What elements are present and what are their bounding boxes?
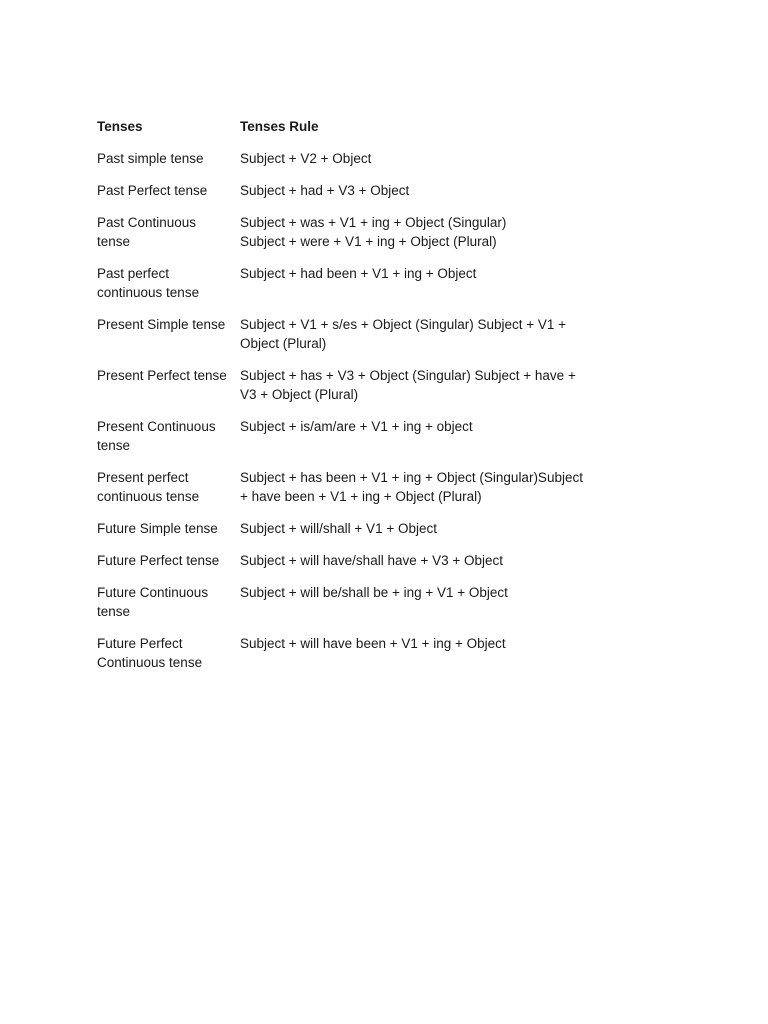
tense-name-cell: Past simple tense (97, 151, 204, 166)
table-row (91, 210, 589, 261)
table-row (91, 414, 589, 465)
tense-name-cell: Present Simple tense (97, 317, 226, 332)
table-row (91, 548, 589, 580)
table-header-row (91, 114, 589, 146)
table-row (91, 261, 589, 312)
table-row (91, 363, 589, 414)
tense-name-cell: Present Perfect tense (97, 368, 227, 383)
tenses-table (91, 114, 589, 682)
tense-rule-cell: Subject + will have been + V1 + ing + Object (240, 636, 506, 651)
header-tenses-rule: Tenses Rule (240, 119, 319, 134)
tense-name-cell: Present perfect continuous tense (97, 470, 200, 504)
tense-name-cell: Present Continuous tense (97, 419, 216, 453)
table-row (91, 516, 589, 548)
tense-rule-cell: Subject + was + V1 + ing + Object (Singular) Subject + were + V1 + ing + Object (Plural) (240, 215, 507, 249)
tense-name-cell: Past perfect continuous tense (97, 266, 200, 300)
tense-name-cell: Future Simple tense (97, 521, 218, 536)
tense-rule-cell: Subject + will be/shall be + ing + V1 + Object (240, 585, 508, 600)
tense-rule-cell: Subject + had been + V1 + ing + Object (240, 266, 477, 281)
tense-rule-cell: Subject + had + V3 + Object (240, 183, 410, 198)
table-row (91, 631, 589, 682)
tense-name-cell: Past Continuous tense (97, 215, 197, 249)
table-row (91, 312, 589, 363)
tense-rule-cell: Subject + is/am/are + V1 + ing + object (240, 419, 473, 434)
tense-rule-cell: Subject + has been + V1 + ing + Object (Singular)Subject + have been + V1 + ing + Object (Plural) (240, 470, 583, 504)
table-row (91, 146, 589, 178)
table-row (91, 178, 589, 210)
table-row (91, 465, 589, 516)
tense-name-cell: Future Perfect Continuous tense (97, 636, 203, 670)
header-tenses: Tenses (97, 119, 143, 134)
tense-rule-cell: Subject + V1 + s/es + Object (Singular) Subject + V1 + Object (Plural) (240, 317, 567, 351)
tense-name-cell: Past Perfect tense (97, 183, 208, 198)
tense-name-cell: Future Continuous tense (97, 585, 209, 619)
tense-name-cell: Future Perfect tense (97, 553, 220, 568)
tense-rule-cell: Subject + will/shall + V1 + Object (240, 521, 437, 536)
tense-rule-cell: Subject + V2 + Object (240, 151, 372, 166)
tense-rule-cell: Subject + has + V3 + Object (Singular) Subject + have + V3 + Object (Plural) (240, 368, 576, 402)
table-row (91, 580, 589, 631)
tense-rule-cell: Subject + will have/shall have + V3 + Object (240, 553, 504, 568)
